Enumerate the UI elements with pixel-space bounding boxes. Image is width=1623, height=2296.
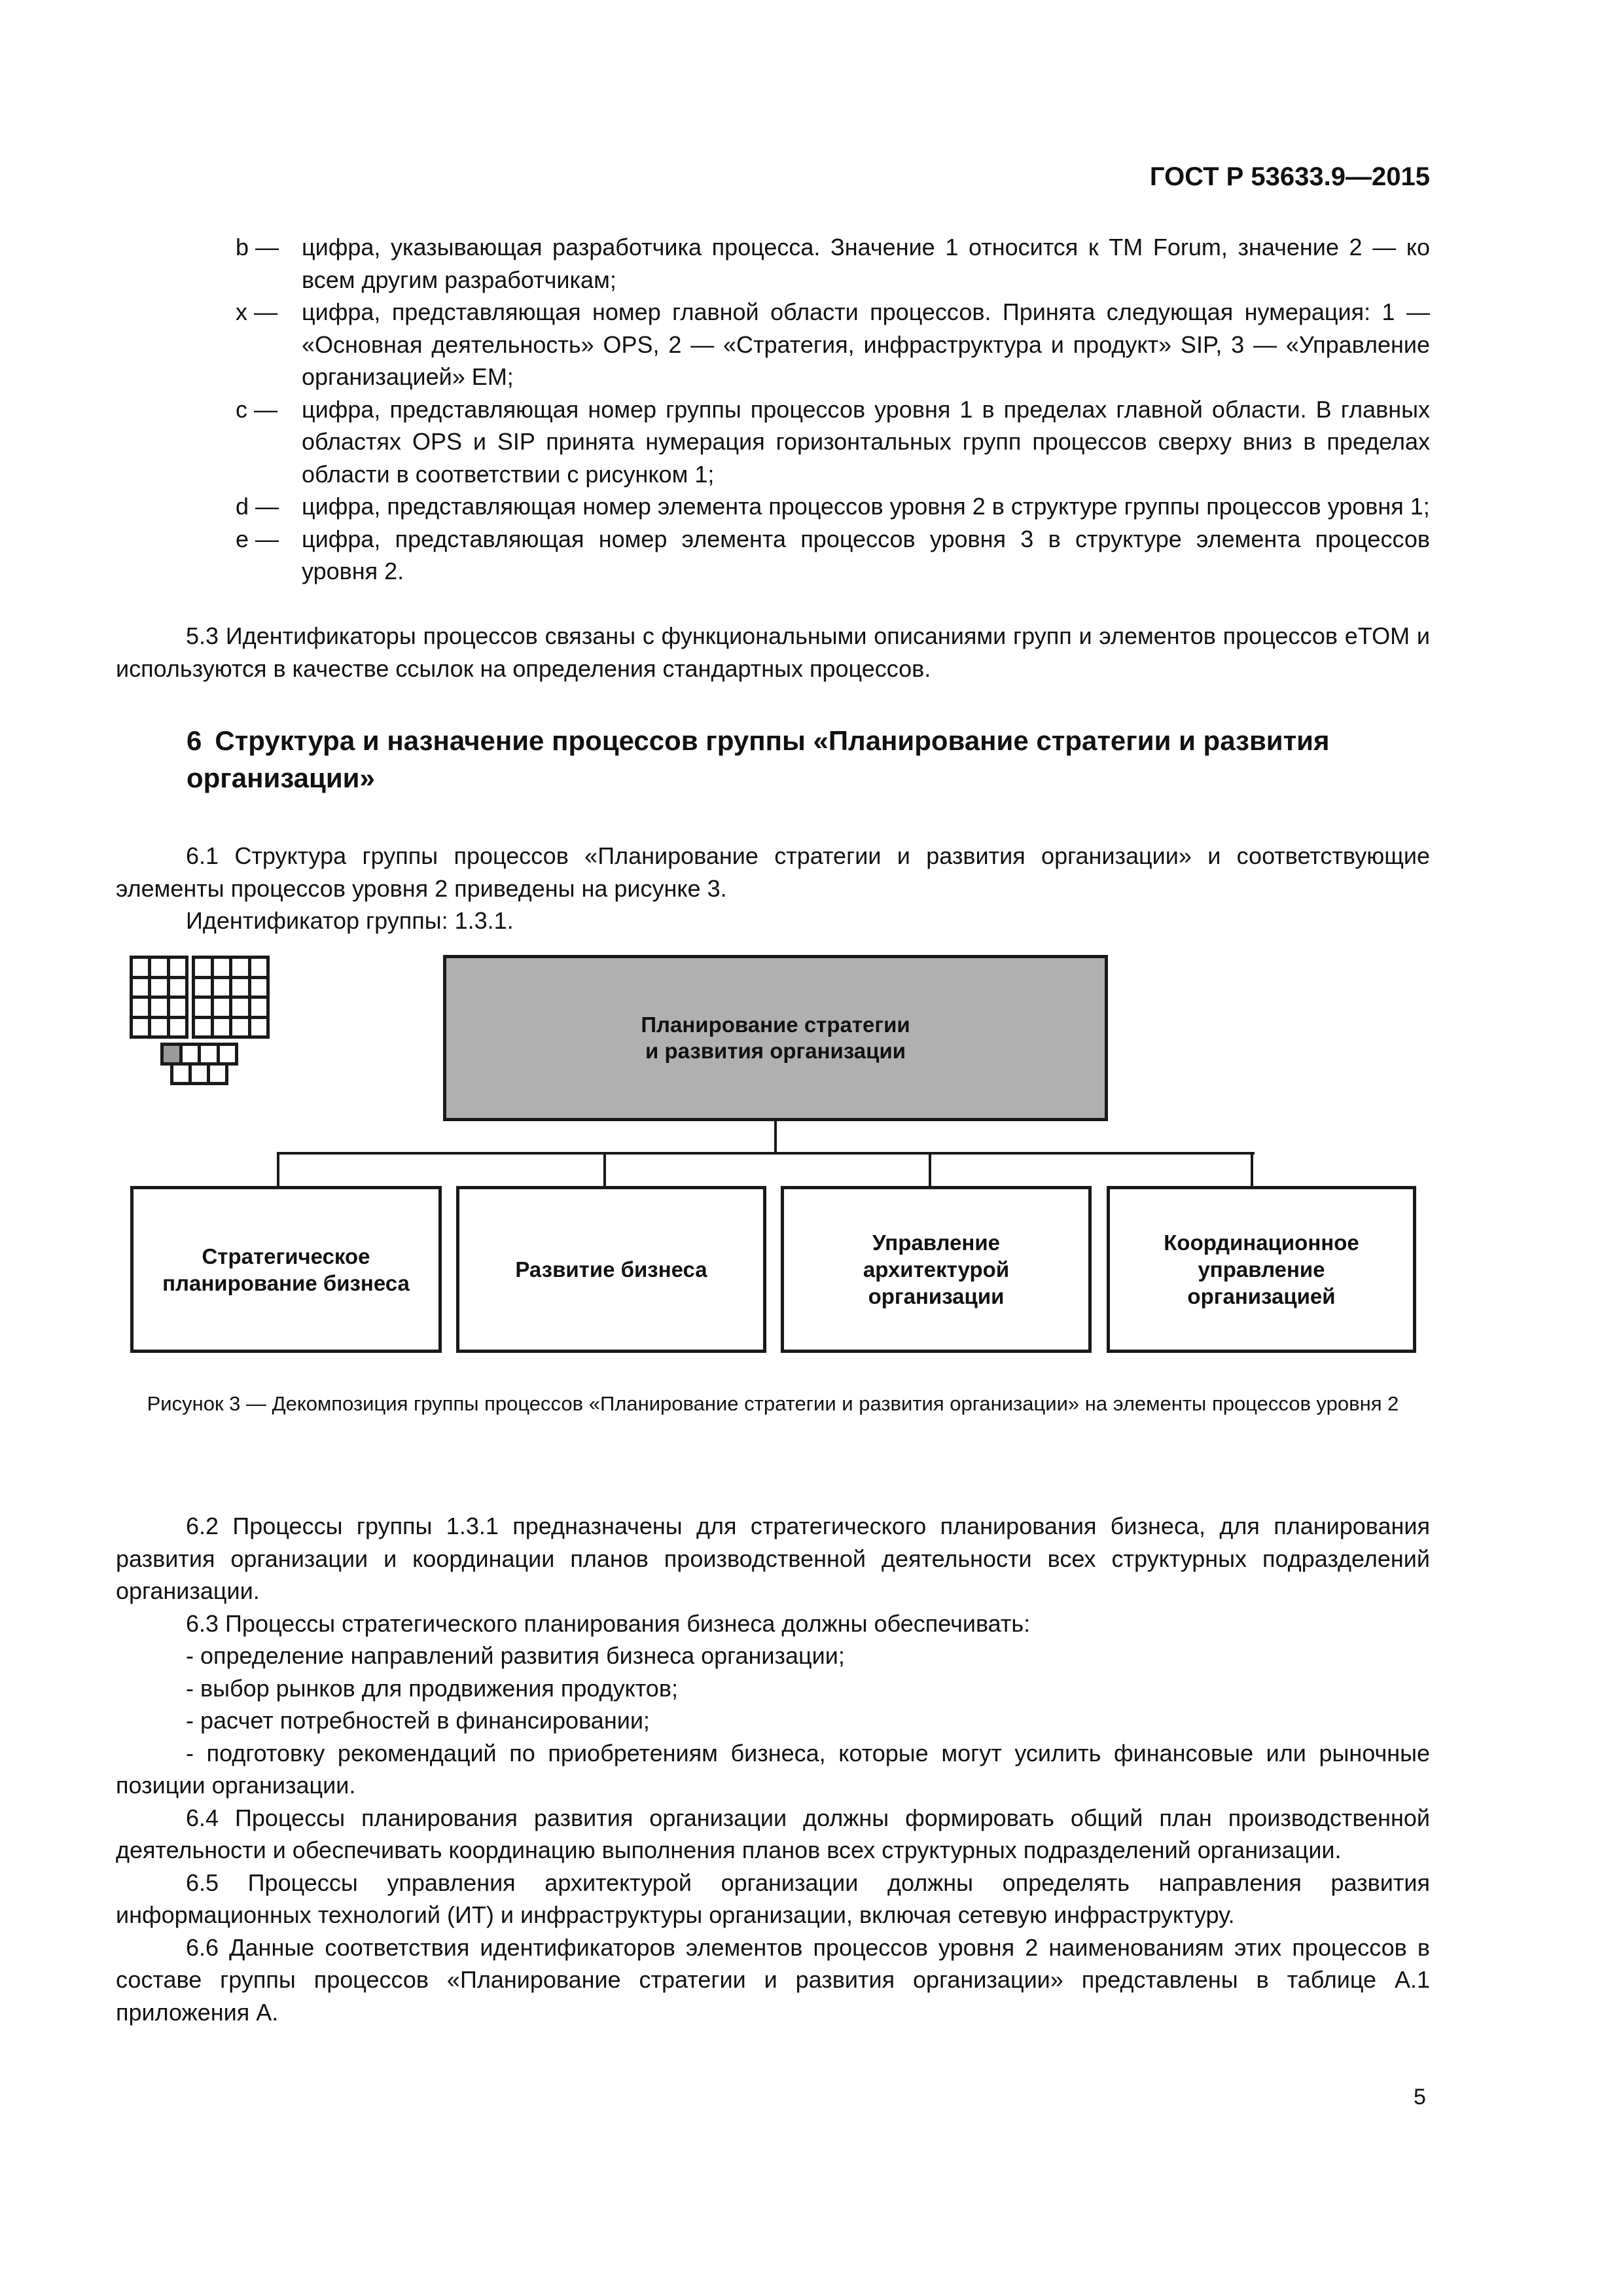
highlighted-group-cell	[164, 1046, 179, 1062]
child-process-label: Координационное управление организацией	[1164, 1230, 1359, 1308]
definition-text: цифра, представляющая номер группы процессов уровня 1 в пределах главной области. В главных областях OPS и SIP принята нумерация горизонтальных групп процессов сверху вниз в пределах области в соответствии с рисунком 1;	[302, 395, 1430, 488]
section-6-body	[116, 1510, 1430, 2028]
definition-item-d	[236, 490, 1430, 523]
paragraph-6-5: 6.5 Процессы управления архитектурой организации должны определять направления развития информационных технологий (ИТ) и инфраструктуры организации, включая сетевую инфраструктуру.	[116, 1869, 1430, 1928]
connector-horizontal	[277, 1152, 1255, 1155]
definition-item-b	[236, 231, 1430, 296]
paragraph-5-3-block	[116, 620, 1430, 685]
etom-grid-right	[192, 956, 270, 1039]
paragraph-6-1: 6.1 Структура группы процессов «Планирование стратегии и развития организации» и соответствующие элементы процессов уровня 2 приведены на рисунке 3.	[116, 842, 1430, 902]
definition-text: цифра, представляющая номер главной области процессов. Принята следующая нумерация: 1 — «Основная деятельность» OPS, 2 — «Стратегия, инфраструктура и продукт» SIP, 3 — «Управление организацией» EM;	[302, 298, 1430, 390]
definition-key: d —	[236, 493, 279, 520]
page-number: 5	[1414, 2085, 1426, 2109]
section-title: Структура и назначение процессов группы «Планирование стратегии и развития организации»	[187, 725, 1330, 793]
paragraph-6-1-block	[116, 840, 1430, 937]
root-process-box	[443, 955, 1108, 1121]
bullet-item: - расчет потребностей в финансировании;	[186, 1707, 650, 1734]
connector-child-1	[277, 1152, 279, 1187]
paragraph-5-3: 5.3 Идентификаторы процессов связаны с функциональными описаниями групп и элементов процессов eTOM и используются в качестве ссылок на определения стандартных процессов.	[116, 622, 1430, 682]
connector-root-vertical	[774, 1121, 777, 1155]
child-process-box-1	[130, 1186, 442, 1353]
connector-child-4	[1251, 1152, 1253, 1187]
paragraph-6-2: 6.2 Процессы группы 1.3.1 предназначены для стратегического планирования бизнеса, для планирования развития организации и координации планов производственной деятельности всех структурных подразделений организации.	[116, 1513, 1430, 1604]
etom-grid-bottom-row	[170, 1062, 228, 1085]
definition-key: c —	[236, 395, 278, 423]
definition-item-c	[236, 393, 1430, 491]
figure-caption: Рисунок 3 — Декомпозиция группы процессов «Планирование стратегии и развития организации» на элементы процессов уровня 2	[147, 1392, 1399, 1415]
connector-child-2	[603, 1152, 606, 1187]
section-number: 6	[187, 725, 202, 756]
etom-grid-left	[130, 956, 188, 1039]
definition-text: цифра, представляющая номер элемента процессов уровня 3 в структуре элемента процессов уровня 2.	[302, 525, 1430, 584]
definition-item-e	[236, 523, 1430, 588]
paragraph-6-6: 6.6 Данные соответствия идентификаторов элементов процессов уровня 2 наименованиям этих процессов в составе группы процессов «Планирование стратегии и развития организации» представлены в таблице А.1 приложения А.	[116, 1933, 1430, 2026]
document-standard-id: ГОСТ Р 53633.9—2015	[1149, 162, 1430, 191]
group-identifier-line: Идентификатор группы: 1.3.1.	[186, 907, 514, 934]
connector-child-3	[929, 1152, 931, 1187]
definition-key: x —	[236, 298, 278, 325]
child-process-label: Стратегическое планирование бизнеса	[162, 1244, 410, 1295]
child-process-box-3	[781, 1186, 1092, 1353]
root-process-line-2: и развития организации	[645, 1039, 906, 1063]
identifier-definitions-list	[236, 231, 1430, 588]
definition-text: цифра, представляющая номер элемента процессов уровня 2 в структуре группы процессов уровня 1;	[302, 493, 1430, 520]
bullet-item: - выбор рынков для продвижения продуктов;	[186, 1674, 678, 1702]
child-process-label: Управление архитектурой организации	[863, 1230, 1010, 1308]
definition-key: e —	[236, 525, 279, 552]
definition-key: b —	[236, 234, 279, 260]
section-6-heading	[187, 722, 1430, 797]
child-process-box-2	[456, 1186, 766, 1353]
child-process-box-4	[1107, 1186, 1416, 1353]
root-process-line-1: Планирование стратегии	[641, 1013, 910, 1037]
definition-item-x	[236, 296, 1430, 393]
paragraph-6-4: 6.4 Процессы планирования развития организации должны формировать общий план производственной деятельности и обеспечивать координацию выполнения планов всех структурных подразделений организации.	[116, 1804, 1430, 1863]
definition-text: цифра, указывающая разработчика процесса. Значение 1 относится к TM Forum, значение 2 — ко всем другим разработчикам;	[302, 234, 1430, 293]
bullet-item: - подготовку рекомендаций по приобретениям бизнеса, которые могут усилить финансовые или рыночные позиции организации.	[116, 1739, 1430, 1799]
bullet-item: - определение направлений развития бизнеса организации;	[186, 1642, 845, 1669]
paragraph-6-3: 6.3 Процессы стратегического планирования бизнеса должны обеспечивать:	[186, 1609, 1031, 1637]
child-process-label: Развитие бизнеса	[515, 1257, 707, 1282]
